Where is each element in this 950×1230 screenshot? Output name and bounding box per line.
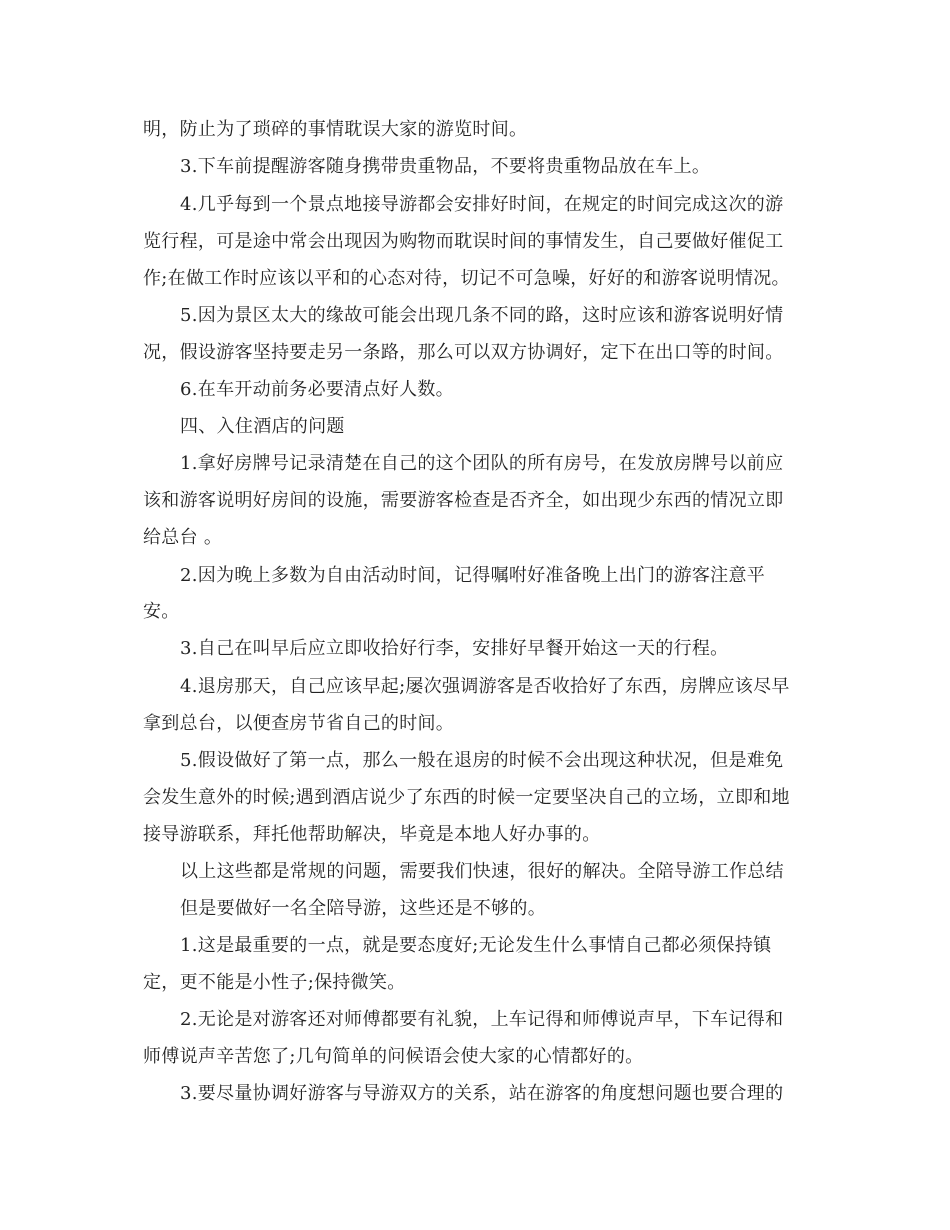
text-line: 3.自己在叫早后应立即收拾好行李，安排好早餐开始这一天的行程。 [180,638,729,659]
text-line: 3.下车前提醒游客随身携带贵重物品，不要将贵重物品放在车上。 [180,156,711,177]
text-line: 2.无论是对游客还对师傅都要有礼貌，上车记得和师傅说声早，下车记得和 [180,1009,784,1030]
text-line: 会发生意外的时候;遇到酒店说少了东西的时候一定要坚决自己的立场，立即和地 [143,787,790,808]
text-line: 给总台 。 [143,527,223,548]
text-line: 明，防止为了琐碎的事情耽误大家的游览时间。 [143,119,528,140]
text-line: 1.拿好房牌号记录清楚在自己的这个团队的所有房号，在发放房牌号以前应 [180,453,784,474]
text-line: 6.在车开动前务必要清点好人数。 [180,379,454,400]
text-line: 1.这是最重要的一点，就是要态度好;无论发生什么事情自己都必须保持镇 [180,935,772,956]
text-line: 2.因为晚上多数为自由活动时间，记得嘱咐好准备晚上出门的游客注意平 [180,565,766,586]
text-line: 该和游客说明好房间的设施，需要游客检查是否齐全，如出现少东西的情况立即 [143,490,784,511]
text-line: 4.退房那天，自己应该早起;屡次强调游客是否收拾好了东西，房牌应该尽早 [180,676,790,697]
text-line: 作;在做工作时应该以平和的心态对待，切记不可急噪，好好的和游客说明情况。 [143,268,790,289]
text-line: 5.因为景区太大的缘故可能会出现几条不同的路，这时应该和游客说明好情 [180,305,784,326]
text-line: 拿到总台，以便查房节省自己的时间。 [143,713,455,734]
text-line: 定，更不能是小性子;保持微笑。 [143,972,406,993]
text-line: 以上这些都是常规的问题，需要我们快速，很好的解决。全陪导游工作总结 [180,861,784,882]
text-line: 况，假设游客坚持要走另一条路，那么可以双方协调好，定下在出口等的时间。 [143,342,784,363]
text-line: 接导游联系，拜托他帮助解决，毕竟是本地人好办事的。 [143,824,601,845]
text-line: 3.要尽量协调好游客与导游双方的关系，站在游客的角度想问题也要合理的 [180,1083,784,1104]
text-line: 但是要做好一名全陪导游，这些还是不够的。 [180,898,546,919]
text-line: 览行程，可是途中常会出现因为购物而耽误时间的事情发生，自己要做好催促工 [143,231,784,252]
text-line: 安。 [143,601,180,622]
text-line: 师傅说声辛苦您了;几句简单的问候语会使大家的心情都好的。 [143,1046,644,1067]
section-heading: 四、入住酒店的问题 [180,416,345,437]
text-line: 4.几乎每到一个景点地接导游都会安排好时间，在规定的时间完成这次的游 [180,194,784,215]
text-line: 5.假设做好了第一点，那么一般在退房的时候不会出现这种状况，但是难免 [180,750,784,771]
